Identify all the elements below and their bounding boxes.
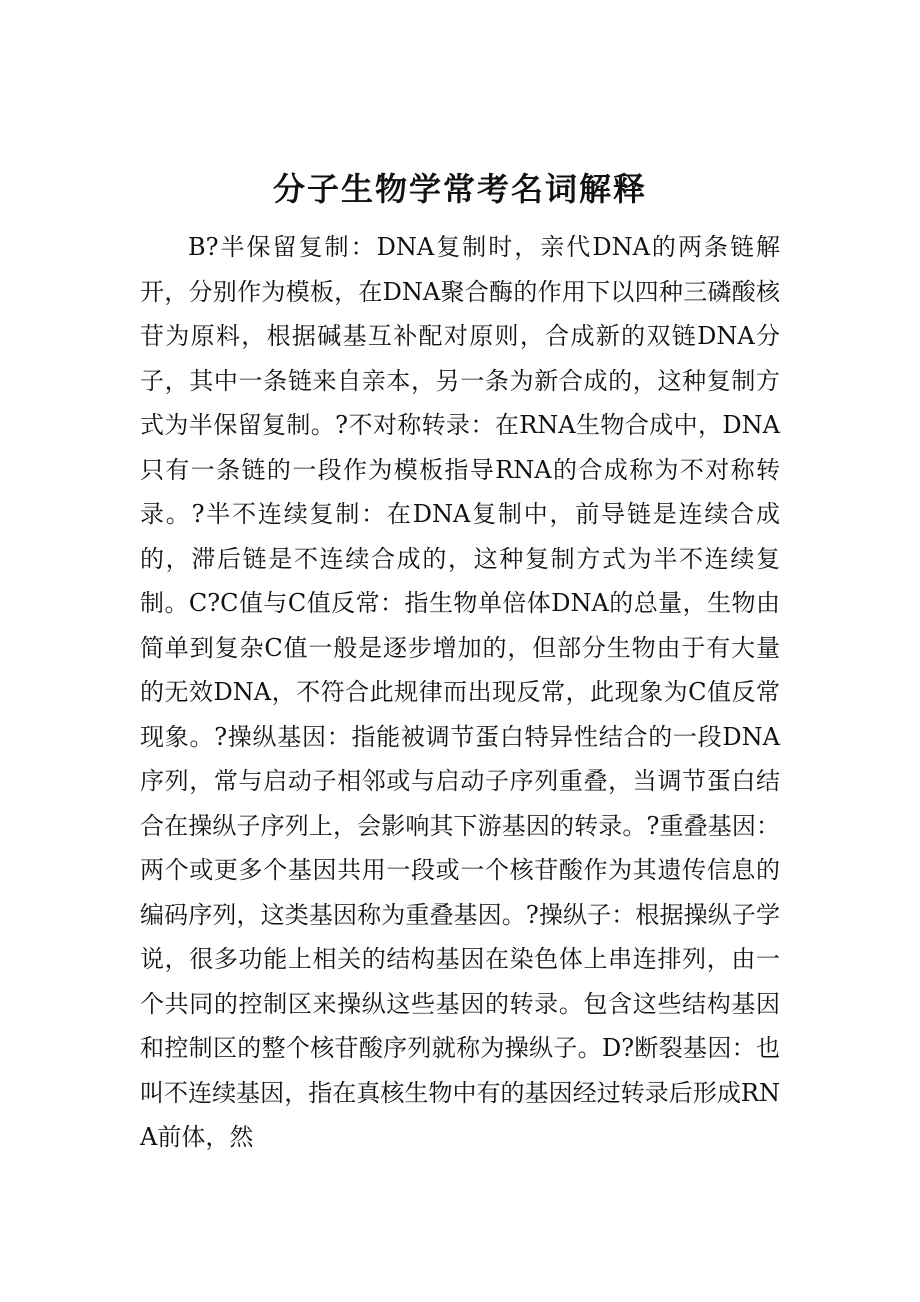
document-body-paragraph: B?半保留复制：DNA复制时，亲代DNA的两条链解开，分别作为模板，在DNA聚合酶的作用下以四种三磷酸核苷为原料，根据碱基互补配对原则，合成新的双链DNA分子，其中一条链来自亲本，另一条为新合成的，这种复制方式为半保留复制。?不对称转录：在RNA生物合成中，DNA只有一条链的一段作为模板指导RNA的合成称为不对称转录。?半不连续复制：在DNA复制中，前导链是连续合成的，滞后链是不连续合成的，这种复制方式为半不连续复制。C?C值与C值反常：指生物单倍体DNA的总量，生物由简单到复杂C值一般是逐步增加的，但部分生物由于有大量的无效DNA，不符合此规律而出现反常，此现象为C值反常现象。?操纵基因：指能被调节蛋白特异性结合的一段DNA序列，常与启动子相邻或与启动子序列重叠，当调节蛋白结合在操纵子序列上，会影响其下游基因的转录。?重叠基因：两个或更多个基因共用一段或一个核苷酸作为其遗传信息的编码序列，这类基因称为重叠基因。?操纵子：根据操纵子学说，很多功能上相关的结构基因在染色体上串连排列，由一个共同的控制区来操纵这些基因的转录。包含这些结构基因和控制区的整个核苷酸序列就称为操纵子。D?断裂基因：也叫不连续基因，指在真核生物中有的基因经过转录后形成RNA前体，然 — [140, 233, 780, 1151]
document-title: 分子生物学常考名词解释 — [272, 170, 647, 209]
